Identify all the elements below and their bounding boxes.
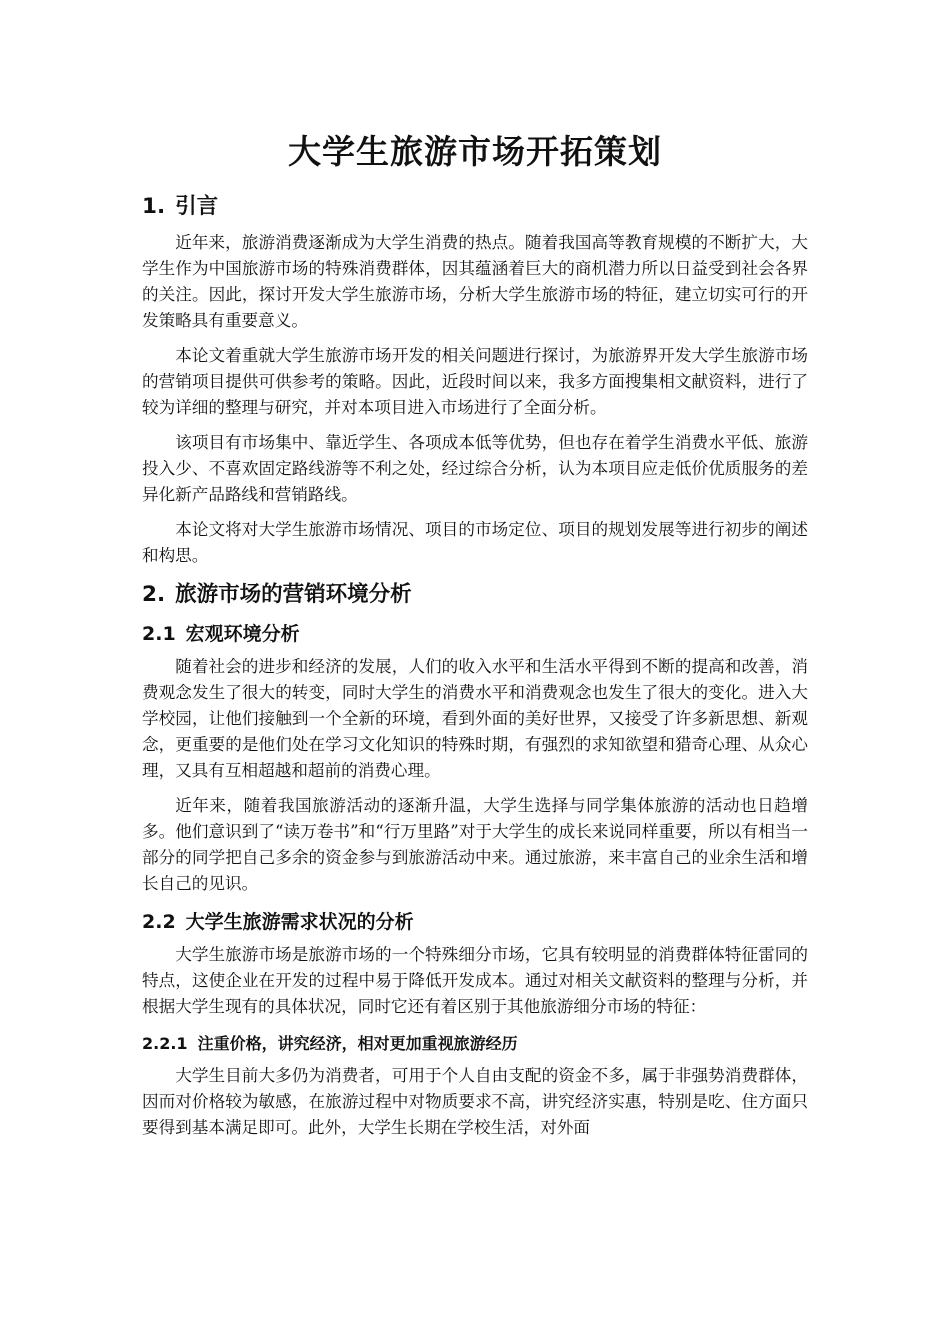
paragraph: 近年来，旅游消费逐渐成为大学生消费的热点。随着我国高等教育规模的不断扩大，大学生作为中国旅游市场的特殊消费群体，因其蕴涵着巨大的商机潜力所以日益受到社会各界的关注。因此，探讨开发大学生旅游市场，分析大学生旅游市场的特征，建立切实可行的开发策略具有重要意义。	[142, 233, 808, 330]
paragraph: 本论文将对大学生旅游市场情况、项目的市场定位、项目的规划发展等进行初步的阐述和构思。	[142, 520, 808, 565]
paragraph: 近年来，随着我国旅游活动的逐渐升温，大学生选择与同学集体旅游的活动也日趋增多。他们意识到了“读万卷书”和“行万里路”对于大学生的成长来说同样重要，所以有相当一部分的同学把自己多余的资金参与到旅游活动中来。通过旅游，来丰富自己的业余生活和增长自己的见识。	[142, 796, 808, 893]
paragraph: 本论文着重就大学生旅游市场开发的相关问题进行探讨，为旅游界开发大学生旅游市场的营销项目提供可供参考的策略。因此，近段时间以来，我多方面搜集相文献资料，进行了较为详细的整理与研究，并对本项目进入市场进行了全面分析。	[142, 346, 808, 417]
subsection-heading-macro-environment	[142, 618, 808, 650]
section-title: 引言	[175, 194, 219, 219]
section-heading-marketing-environment	[142, 578, 808, 612]
paragraph: 大学生旅游市场是旅游市场的一个特殊细分市场，它具有较明显的消费群体特征雷同的特点，这使企业在开发的过程中易于降低开发成本。通过对相关文献资料的整理与分析，并根据大学生现有的具体状况，同时它还有着区别于其他旅游细分市场的特征：	[142, 945, 808, 1016]
subsection-number: 2.2	[142, 911, 176, 933]
paragraph: 随着社会的进步和经济的发展，人们的收入水平和生活水平得到不断的提高和改善，消费观念发生了很大的转变，同时大学生的消费水平和消费观念也发生了很大的变化。进入大学校园，让他们接触到一个全新的环境，看到外面的美好世界，又接受了许多新思想、新观念，更重要的是他们处在学习文化知识的特殊时期，有强烈的求知欲望和猎奇心理、从众心理，又具有互相超越和超前的消费心理。	[142, 657, 808, 780]
section-number: 2.	[142, 582, 166, 607]
paragraph: 大学生目前大多仍为消费者，可用于个人自由支配的资金不多，属于非强势消费群体，因而对价格较为敏感，在旅游过程中对物质要求不高，讲究经济实惠，特别是吃、住方面只要得到基本满足即可。此外，大学生长期在学校生活，对外面	[142, 1066, 808, 1137]
paragraph: 该项目有市场集中、靠近学生、各项成本低等优势，但也存在着学生消费水平低、旅游投入少、不喜欢固定路线游等不利之处，经过综合分析，认为本项目应走低价优质服务的差异化新产品路线和营销路线。	[142, 433, 808, 504]
section-title: 旅游市场的营销环境分析	[175, 582, 412, 607]
section-heading-introduction	[142, 190, 808, 224]
subsection-title: 宏观环境分析	[185, 623, 300, 645]
subsubsection-heading-price-focus	[142, 1029, 808, 1059]
subsection-title: 大学生旅游需求状况的分析	[185, 911, 414, 933]
subsection-number: 2.1	[142, 623, 176, 645]
subsubsection-title: 注重价格，讲究经济，相对更加重视旅游经历	[197, 1034, 518, 1053]
subsubsection-number: 2.2.1	[142, 1034, 188, 1053]
document-title: 大学生旅游市场开拓策划	[288, 132, 662, 171]
section-number: 1.	[142, 194, 166, 219]
subsection-heading-demand-analysis	[142, 906, 808, 938]
